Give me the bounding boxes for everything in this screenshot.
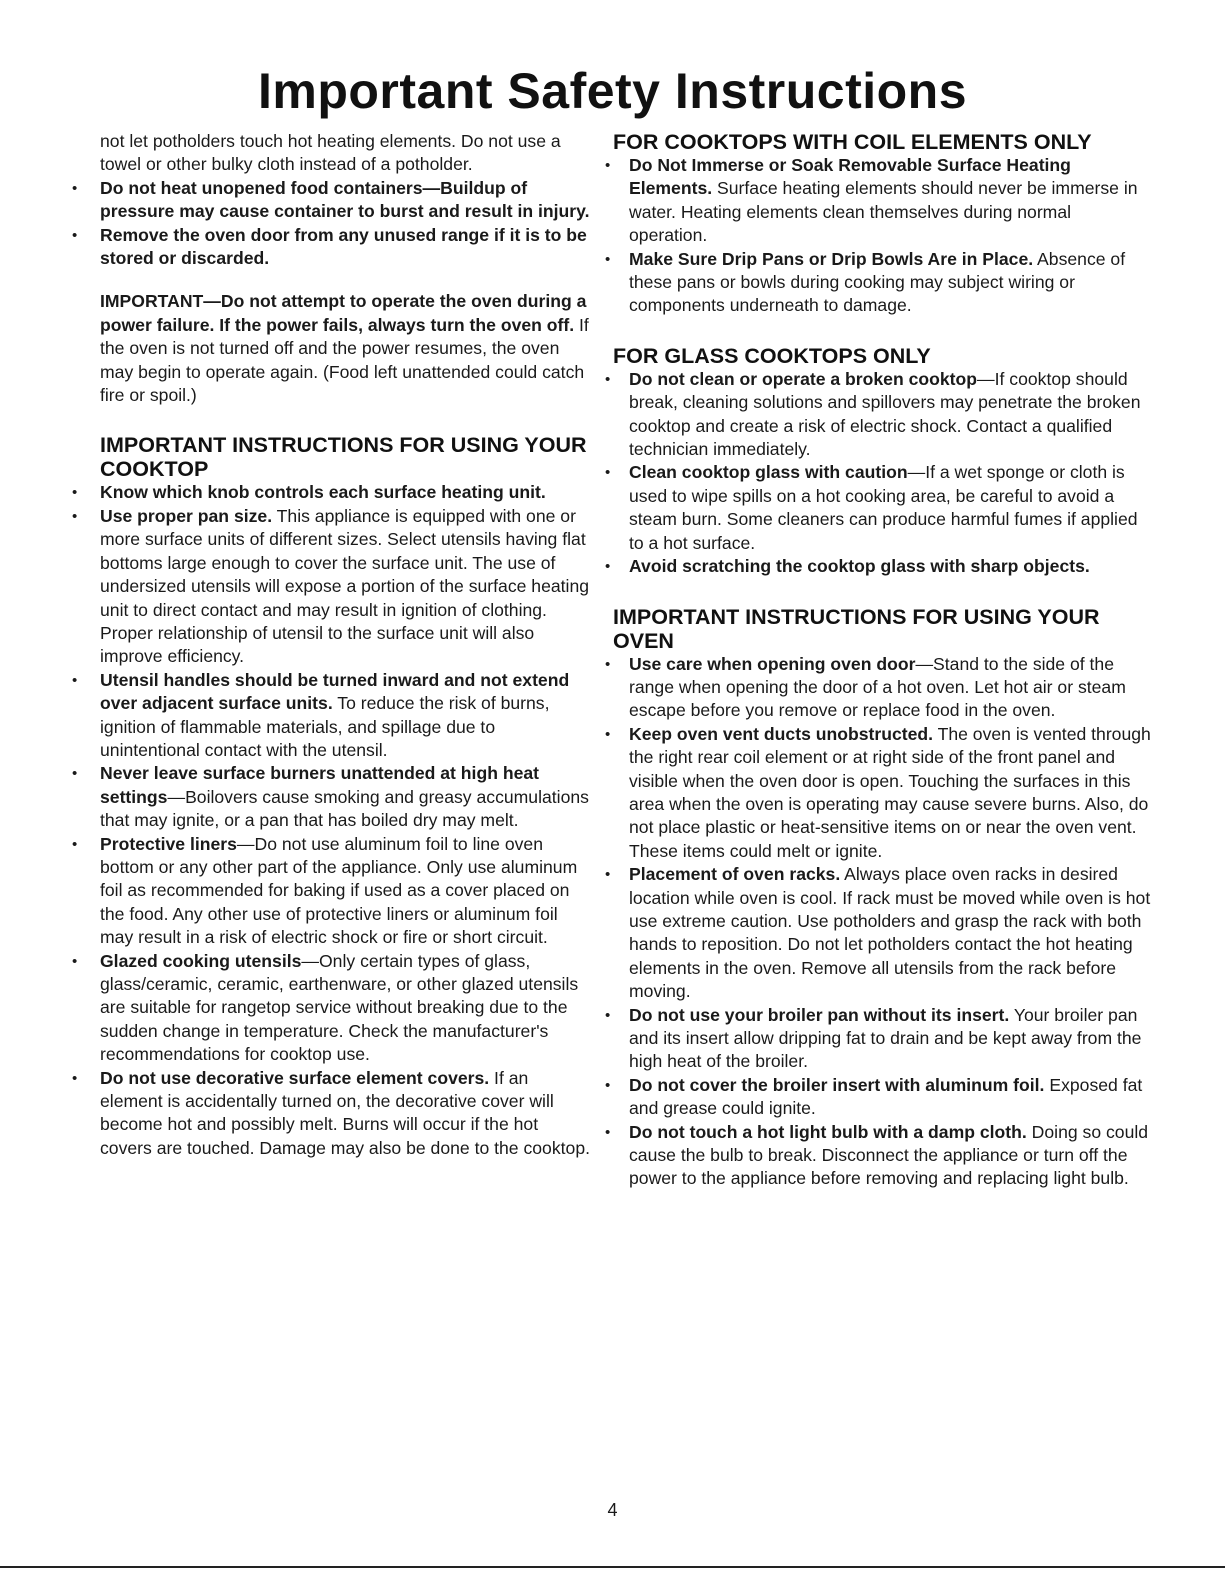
list-item bbox=[84, 669, 592, 763]
list-item-body: The oven is vented through the right rear coil element or at right side of the front panel and visible when the oven door is open. Touching the surfaces in this area when the oven is operating may cause severe burns. Also, do not place plastic or heat-sensitive items on or near the oven vent. These items could melt or ignite. bbox=[629, 723, 1151, 861]
list-item bbox=[613, 723, 1153, 863]
list-item-body: This appliance is equipped with one or more surface units of different sizes. Select utensils having flat bottoms large enough to cover the surface unit. The use of undersized utensils will expose a portion of the surface heating unit to direct contact and may result in ignition of clothing. Proper relationship of utensil to the surface unit will also improve efficiency. bbox=[100, 505, 590, 667]
right-column bbox=[613, 130, 1153, 1191]
list-item-body: —If a wet sponge or cloth is used to wipe spills on a hot cooking area, be careful to avoid a steam burn. Some cleaners can produce harmful fumes if applied to a hot surface. bbox=[629, 462, 1138, 553]
left-column bbox=[84, 130, 592, 1160]
list-item bbox=[613, 368, 1153, 462]
list-item-lead: Clean cooktop glass with caution bbox=[629, 462, 908, 483]
list-item-lead: Avoid scratching the cooktop glass with sharp objects. bbox=[629, 556, 1090, 577]
list-item bbox=[613, 863, 1153, 1003]
bullet-list-top bbox=[84, 177, 592, 271]
list-item-lead: Make Sure Drip Pans or Drip Bowls Are in Place. bbox=[629, 248, 1034, 269]
list-item-body: —Do not use aluminum foil to line oven bottom or any other part of the appliance. Only use aluminum foil as recommended for baking if used as a cover placed on the food. Any other use of protective liners or aluminum foil may result in a risk of electric shock or fire or short circuit. bbox=[100, 833, 578, 948]
page-title: Important Safety Instructions bbox=[257, 63, 968, 119]
list-item bbox=[84, 505, 592, 669]
list-item-body: —Stand to the side of the range when opening the door of a hot oven. Let hot air or steam escape before you remove or replace food in the oven. bbox=[629, 653, 1126, 721]
list-item bbox=[613, 1074, 1153, 1121]
list-item bbox=[84, 1067, 592, 1161]
page-number: 4 bbox=[607, 1500, 618, 1520]
list-item-lead: Do not cover the broiler insert with aluminum foil. bbox=[629, 1074, 1045, 1095]
list-item-body: If an element is accidentally turned on, the decorative cover will become hot and possibly melt. Burns will occur if the hot covers are touched. Damage may also be done to the cooktop. bbox=[100, 1067, 590, 1158]
list-item-lead: Do not touch a hot light bulb with a damp cloth. bbox=[629, 1121, 1027, 1142]
list-item-lead: Know which knob controls each surface heating unit. bbox=[100, 482, 546, 503]
list-item-body: —Only certain types of glass, glass/ceramic, ceramic, earthenware, or other glazed utensils are suitable for rangetop service without breaking due to the sudden change in temperature. Check the manufacturer's recommendations for cooktop use. bbox=[100, 950, 579, 1065]
list-item-lead: Glazed cooking utensils bbox=[100, 950, 302, 971]
oven-bullet-list bbox=[613, 653, 1153, 1191]
cooktop-bullet-list bbox=[84, 481, 592, 1160]
list-item bbox=[613, 154, 1153, 248]
list-item-lead: Placement of oven racks. bbox=[629, 864, 841, 885]
list-item-lead: Keep oven vent ducts unobstructed. bbox=[629, 723, 934, 744]
list-item-lead: Do not clean or operate a broken cooktop bbox=[629, 368, 978, 389]
list-item bbox=[84, 950, 592, 1067]
coil-bullet-list bbox=[613, 154, 1153, 318]
list-item-lead: Utensil handles should be turned inward and not extend over adjacent surface units. bbox=[100, 669, 570, 714]
coil-heading: FOR COOKTOPS WITH COIL ELEMENTS ONLY bbox=[613, 130, 1092, 154]
important-note bbox=[84, 290, 592, 407]
list-item-lead: Use care when opening oven door bbox=[629, 653, 916, 674]
list-item-body: Your broiler pan and its insert allow dripping fat to drain and be kept away from the high heat of the broiler. bbox=[629, 1004, 1142, 1072]
important-lead: IMPORTANT—Do not attempt to operate the oven during a power failure. If the power fails, always turn the oven off. bbox=[100, 291, 587, 335]
list-item-lead: Protective liners bbox=[100, 833, 237, 854]
list-item bbox=[84, 833, 592, 950]
list-item-body: Doing so could cause the bulb to break. Disconnect the appliance or turn off the power to the appliance before removing and replacing light bulb. bbox=[629, 1121, 1149, 1189]
list-item bbox=[613, 461, 1153, 555]
list-item-body: Surface heating elements should never be immerse in water. Heating elements clean themselves during normal operation. bbox=[629, 178, 1138, 246]
cooktop-heading: IMPORTANT INSTRUCTIONS FOR USING YOUR COOKTOP bbox=[100, 433, 587, 482]
list-item-lead: Do not heat unopened food containers—Buildup of pressure may cause container to burst and result in injury. bbox=[100, 177, 590, 222]
continued-text: not let potholders touch hot heating elements. Do not use a towel or other bulky cloth instead of a potholder. bbox=[100, 131, 561, 175]
list-item-body: Exposed fat and grease could ignite. bbox=[629, 1074, 1143, 1119]
bottom-rule bbox=[0, 1566, 1225, 1568]
list-item-lead: Do not use decorative surface element covers. bbox=[100, 1067, 490, 1088]
oven-heading: IMPORTANT INSTRUCTIONS FOR USING YOUR OVEN bbox=[613, 604, 1100, 653]
list-item bbox=[84, 224, 592, 271]
list-item bbox=[613, 555, 1153, 578]
list-item bbox=[613, 248, 1153, 318]
list-item bbox=[613, 1121, 1153, 1191]
list-item bbox=[84, 762, 592, 832]
glass-bullet-list bbox=[613, 368, 1153, 579]
list-item-body: Always place oven racks in desired location while oven is cool. If rack must be moved while oven is hot use extreme caution. Use potholders and grasp the rack with both hands to reposition. Do not let potholders contact the hot heating elements in the oven. Remove all utensils from the rack before moving. bbox=[629, 864, 1151, 1002]
list-item-lead: Do not use your broiler pan without its insert. bbox=[629, 1004, 1010, 1025]
list-item-body: Absence of these pans or bowls during cooking may subject wiring or components underneath to damage. bbox=[629, 248, 1126, 316]
list-item-lead: Remove the oven door from any unused range if it is to be stored or discarded. bbox=[100, 224, 587, 269]
list-item-lead: Never leave surface burners unattended at high heat settings bbox=[100, 763, 540, 807]
list-item-body: To reduce the risk of burns, ignition of flammable materials, and spillage due to unintentional contact with the utensil. bbox=[100, 693, 550, 760]
list-item bbox=[84, 481, 592, 504]
list-item-lead: Do Not Immerse or Soak Removable Surface Heating Elements. bbox=[629, 155, 1071, 199]
list-item-lead: Use proper pan size. bbox=[100, 505, 273, 526]
list-item bbox=[613, 653, 1153, 723]
list-item bbox=[84, 177, 592, 224]
list-item bbox=[613, 1004, 1153, 1074]
glass-heading: FOR GLASS COOKTOPS ONLY bbox=[613, 343, 931, 368]
important-body: If the oven is not turned off and the power resumes, the oven may begin to operate again. (Food left unattended could catch fire or spoil.) bbox=[100, 314, 589, 406]
list-item-body: —If cooktop should break, cleaning solutions and spillovers may penetrate the broken cooktop and create a risk of electric shock. Contact a qualified technician immediately. bbox=[629, 368, 1141, 460]
list-item-body: —Boilovers cause smoking and greasy accumulations that may ignite, or a pan that has boiled dry may melt. bbox=[100, 786, 589, 831]
